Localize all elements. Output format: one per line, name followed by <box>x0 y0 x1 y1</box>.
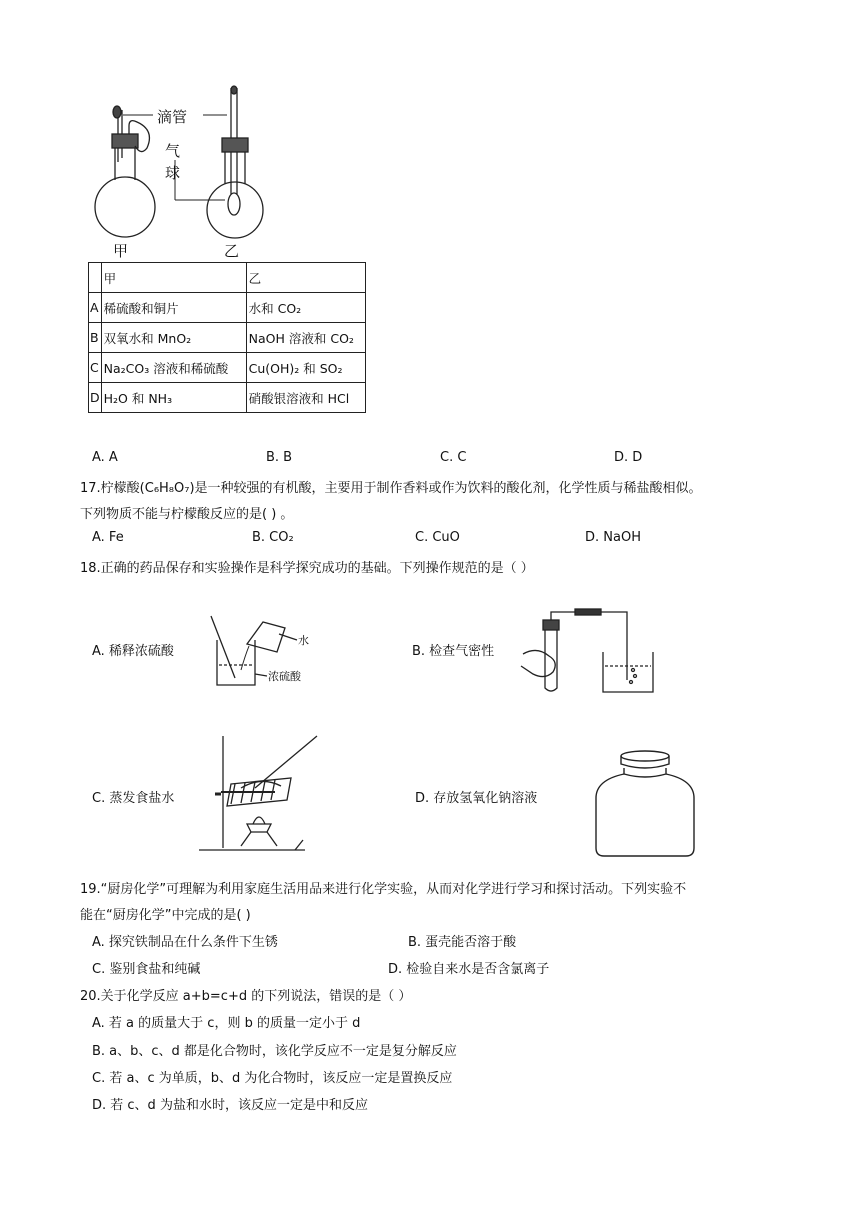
table-header-row <box>89 263 366 293</box>
table-cell: 水和 CO₂ <box>246 293 365 323</box>
table-cell: 乙 <box>246 263 365 293</box>
q16-table <box>88 262 366 413</box>
q19-option-b: B. 蛋壳能否溶于酸 <box>408 935 517 950</box>
conc-acid-label: 浓硫酸 <box>268 670 301 683</box>
table-cell: A <box>89 293 102 323</box>
water-label: 水 <box>298 634 309 647</box>
q20-stem: 20.关于化学反应 a+b=c+d 的下列说法，错误的是（ ） <box>80 989 412 1004</box>
q19-option-d: D. 检验自来水是否含氯离子 <box>388 962 550 977</box>
evaporation-figure <box>195 728 325 858</box>
storage-bottle-figure <box>590 746 700 861</box>
table-cell: D <box>89 383 102 413</box>
dilute-acid-figure <box>205 610 315 690</box>
table-cell <box>89 263 102 293</box>
table-row <box>89 383 366 413</box>
table-row <box>89 293 366 323</box>
q17-option-c: C. CuO <box>415 530 460 545</box>
q16-option-c: C. C <box>440 450 467 465</box>
table-cell: 双氧水和 MnO₂ <box>101 323 246 353</box>
q18-option-b: B. 检查气密性 <box>412 644 495 659</box>
balloon-label-2: 球 <box>165 164 181 182</box>
q17-option-a: A. Fe <box>92 530 124 545</box>
table-cell: Cu(OH)₂ 和 SO₂ <box>246 353 365 383</box>
q20-option-d: D. 若 c、d 为盐和水时，该反应一定是中和反应 <box>92 1098 368 1113</box>
q20-option-c: C. 若 a、c 为单质，b、d 为化合物时，该反应一定是置换反应 <box>92 1071 453 1086</box>
table-row <box>89 323 366 353</box>
q18-option-c: C. 蒸发食盐水 <box>92 791 175 806</box>
table-cell: H₂O 和 NH₃ <box>101 383 246 413</box>
q20-option-a: A. 若 a 的质量大于 c，则 b 的质量一定小于 d <box>92 1016 361 1031</box>
q16-option-a: A. A <box>92 450 118 465</box>
q18-stem: 18.正确的药品保存和实验操作是科学探究成功的基础。下列操作规范的是（ ） <box>80 561 534 576</box>
table-cell: 甲 <box>101 263 246 293</box>
flask-a-drawing <box>95 106 155 237</box>
table-cell: NaOH 溶液和 CO₂ <box>246 323 365 353</box>
q17-option-d: D. NaOH <box>585 530 641 545</box>
table-cell: 稀硫酸和铜片 <box>101 293 246 323</box>
q19-option-c: C. 鉴别食盐和纯碱 <box>92 962 201 977</box>
q17-stem-line2: 下列物质不能与柠檬酸反应的是( ) 。 <box>80 507 294 522</box>
flask-a-label: 甲 <box>113 242 129 260</box>
table-cell: B <box>89 323 102 353</box>
q20-option-b: B. a、b、c、d 都是化合物时，该化学反应不一定是复分解反应 <box>92 1044 457 1059</box>
flask-b-label: 乙 <box>224 242 240 260</box>
q19-option-a: A. 探究铁制品在什么条件下生锈 <box>92 935 278 950</box>
table-cell: Na₂CO₃ 溶液和稀硫酸 <box>101 353 246 383</box>
q18-option-a: A. 稀释浓硫酸 <box>92 644 174 659</box>
q17-stem-line1: 17.柠檬酸(C₆H₈O₇)是一种较强的有机酸，主要用于制作香料或作为饮料的酸化剂，化学性质与稀盐酸相似。 <box>80 481 702 496</box>
flask-b-drawing <box>207 86 263 238</box>
balloon-label-1: 气 <box>165 142 181 160</box>
q16-apparatus-figure <box>85 82 315 262</box>
q16-option-d: D. D <box>614 450 643 465</box>
q16-option-b: B. B <box>266 450 293 465</box>
dropper-label: 滴管 <box>157 108 188 126</box>
table-cell: C <box>89 353 102 383</box>
table-cell: 硝酸银溶液和 HCl <box>246 383 365 413</box>
q18-option-d: D. 存放氢氧化钠溶液 <box>415 791 538 806</box>
table-row <box>89 353 366 383</box>
q19-stem-line2: 能在“厨房化学”中完成的是( ) <box>80 908 251 923</box>
airtightness-figure <box>515 606 665 696</box>
q19-stem-line1: 19.“厨房化学”可理解为利用家庭生活用品来进行化学实验，从而对化学进行学习和探讨活动。下列实验不 <box>80 882 687 897</box>
q17-option-b: B. CO₂ <box>252 530 294 545</box>
